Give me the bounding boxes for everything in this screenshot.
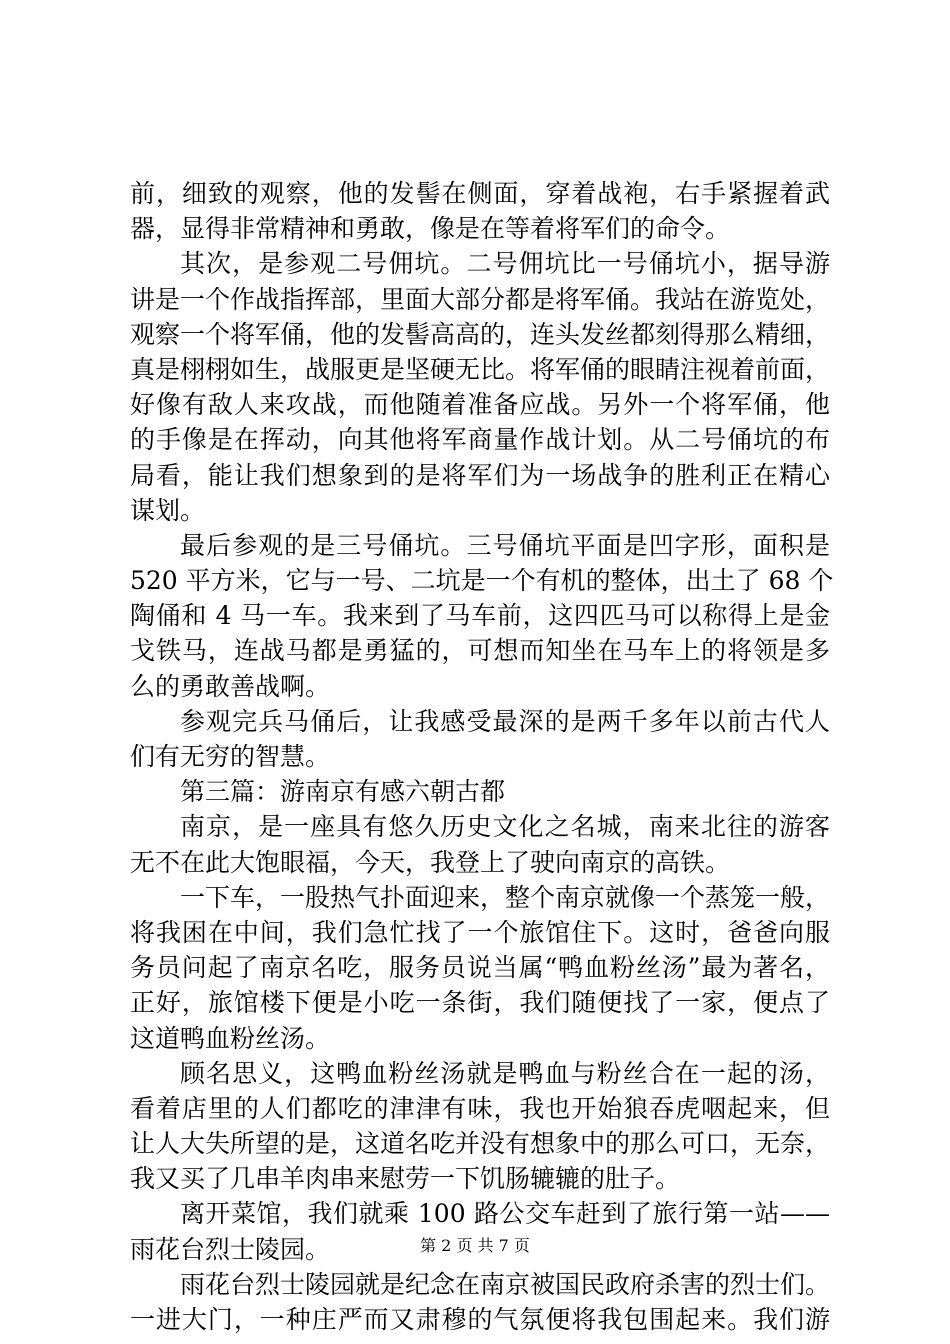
text-line: 将我困在中间，我们急忙找了一个旅馆住下。这时，爸爸向服: [130, 917, 830, 947]
page-number-footer: 第 2 页 共 7 页: [420, 1236, 530, 1255]
text-line: 南京，是一座具有悠久历史文化之名城，南来北往的游客: [180, 812, 830, 842]
text-line: 么的勇敢善战啊。: [130, 671, 331, 701]
text-line: 们有无穷的智慧。: [130, 742, 331, 771]
text-line: 一进大门，一种庄严而又肃穆的气氛便将我包围起来。我们游: [130, 1305, 830, 1334]
body-text: [130, 176, 834, 1337]
text-line: 器，显得非常精神和勇敢，像是在等着将军们的命令。: [130, 214, 731, 244]
text-line: 陶俑和 4 马一车。我来到了马车前，这四匹马可以称得上是金: [130, 601, 830, 631]
text-line: 的手像是在挥动，向其他将军商量作战计划。从二号俑坑的布: [130, 425, 830, 455]
text-line: 真是栩栩如生，战服更是坚硬无比。将军俑的眼睛注视着前面，: [130, 354, 831, 384]
text-line: 戈铁马，连战马都是勇猛的，可想而知坐在马车上的将领是多: [130, 636, 830, 666]
text-line: 一下车，一股热气扑面迎来，整个南京就像一个蒸笼一般，: [180, 882, 831, 912]
section-heading: 第三篇：游南京有感六朝古都: [180, 777, 506, 807]
text-line: 离开菜馆，我们就乘 100 路公交车赶到了旅行第一站——: [180, 1199, 830, 1229]
text-line: 观察一个将军俑，他的发髻高高的，连头发丝都刻得那么精细，: [130, 319, 831, 349]
text-line: 局看，能让我们想象到的是将军们为一场战争的胜利正在精心: [130, 460, 830, 490]
text-line: 最后参观的是三号俑坑。三号俑坑平面是凹字形，面积是: [180, 530, 830, 560]
text-line: 参观完兵马俑后，让我感受最深的是两千多年以前古代人: [180, 706, 830, 736]
text-line: 前，细致的观察，他的发髻在侧面，穿着战袍，右手紧握着武: [130, 179, 830, 208]
text-line: 雨花台烈士陵园就是纪念在南京被国民政府杀害的烈士们。: [180, 1269, 831, 1299]
text-line: 务员问起了南京名吃，服务员说当属“鸭血粉丝汤”最为著名，: [130, 953, 830, 983]
text-line: 520 平方米，它与一号、二坑是一个有机的整体，出土了 68 个: [130, 566, 834, 596]
text-line: 雨花台烈士陵园。: [130, 1234, 331, 1264]
text-line: 其次，是参观二号佣坑。二号佣坑比一号俑坑小，据导游: [180, 249, 830, 279]
text-line: 我又买了几串羊肉串来慰劳一下饥肠辘辘的肚子。: [130, 1164, 681, 1194]
text-line: 这道鸭血粉丝汤。: [130, 1023, 331, 1053]
text-line: 看着店里的人们都吃的津津有味，我也开始狼吞虎咽起来，但: [130, 1093, 830, 1123]
text-line: 正好，旅馆楼下便是小吃一条街，我们随便找了一家，便点了: [130, 988, 830, 1018]
text-line: 好像有敌人来攻战，而他随着准备应战。另外一个将军俑，他: [130, 390, 830, 420]
text-line: 谋划。: [130, 495, 206, 525]
text-line: 让人大失所望的是，这道名吃并没有想象中的那么可口，无奈，: [130, 1129, 831, 1159]
text-line: 顾名思义，这鸭血粉丝汤就是鸭血与粉丝合在一起的汤，: [180, 1058, 830, 1088]
text-line: 无不在此大饱眼福，今天，我登上了驶向南京的高铁。: [130, 847, 731, 877]
text-line: 讲是一个作战指挥部，里面大部分都是将军俑。我站在游览处，: [130, 284, 831, 314]
